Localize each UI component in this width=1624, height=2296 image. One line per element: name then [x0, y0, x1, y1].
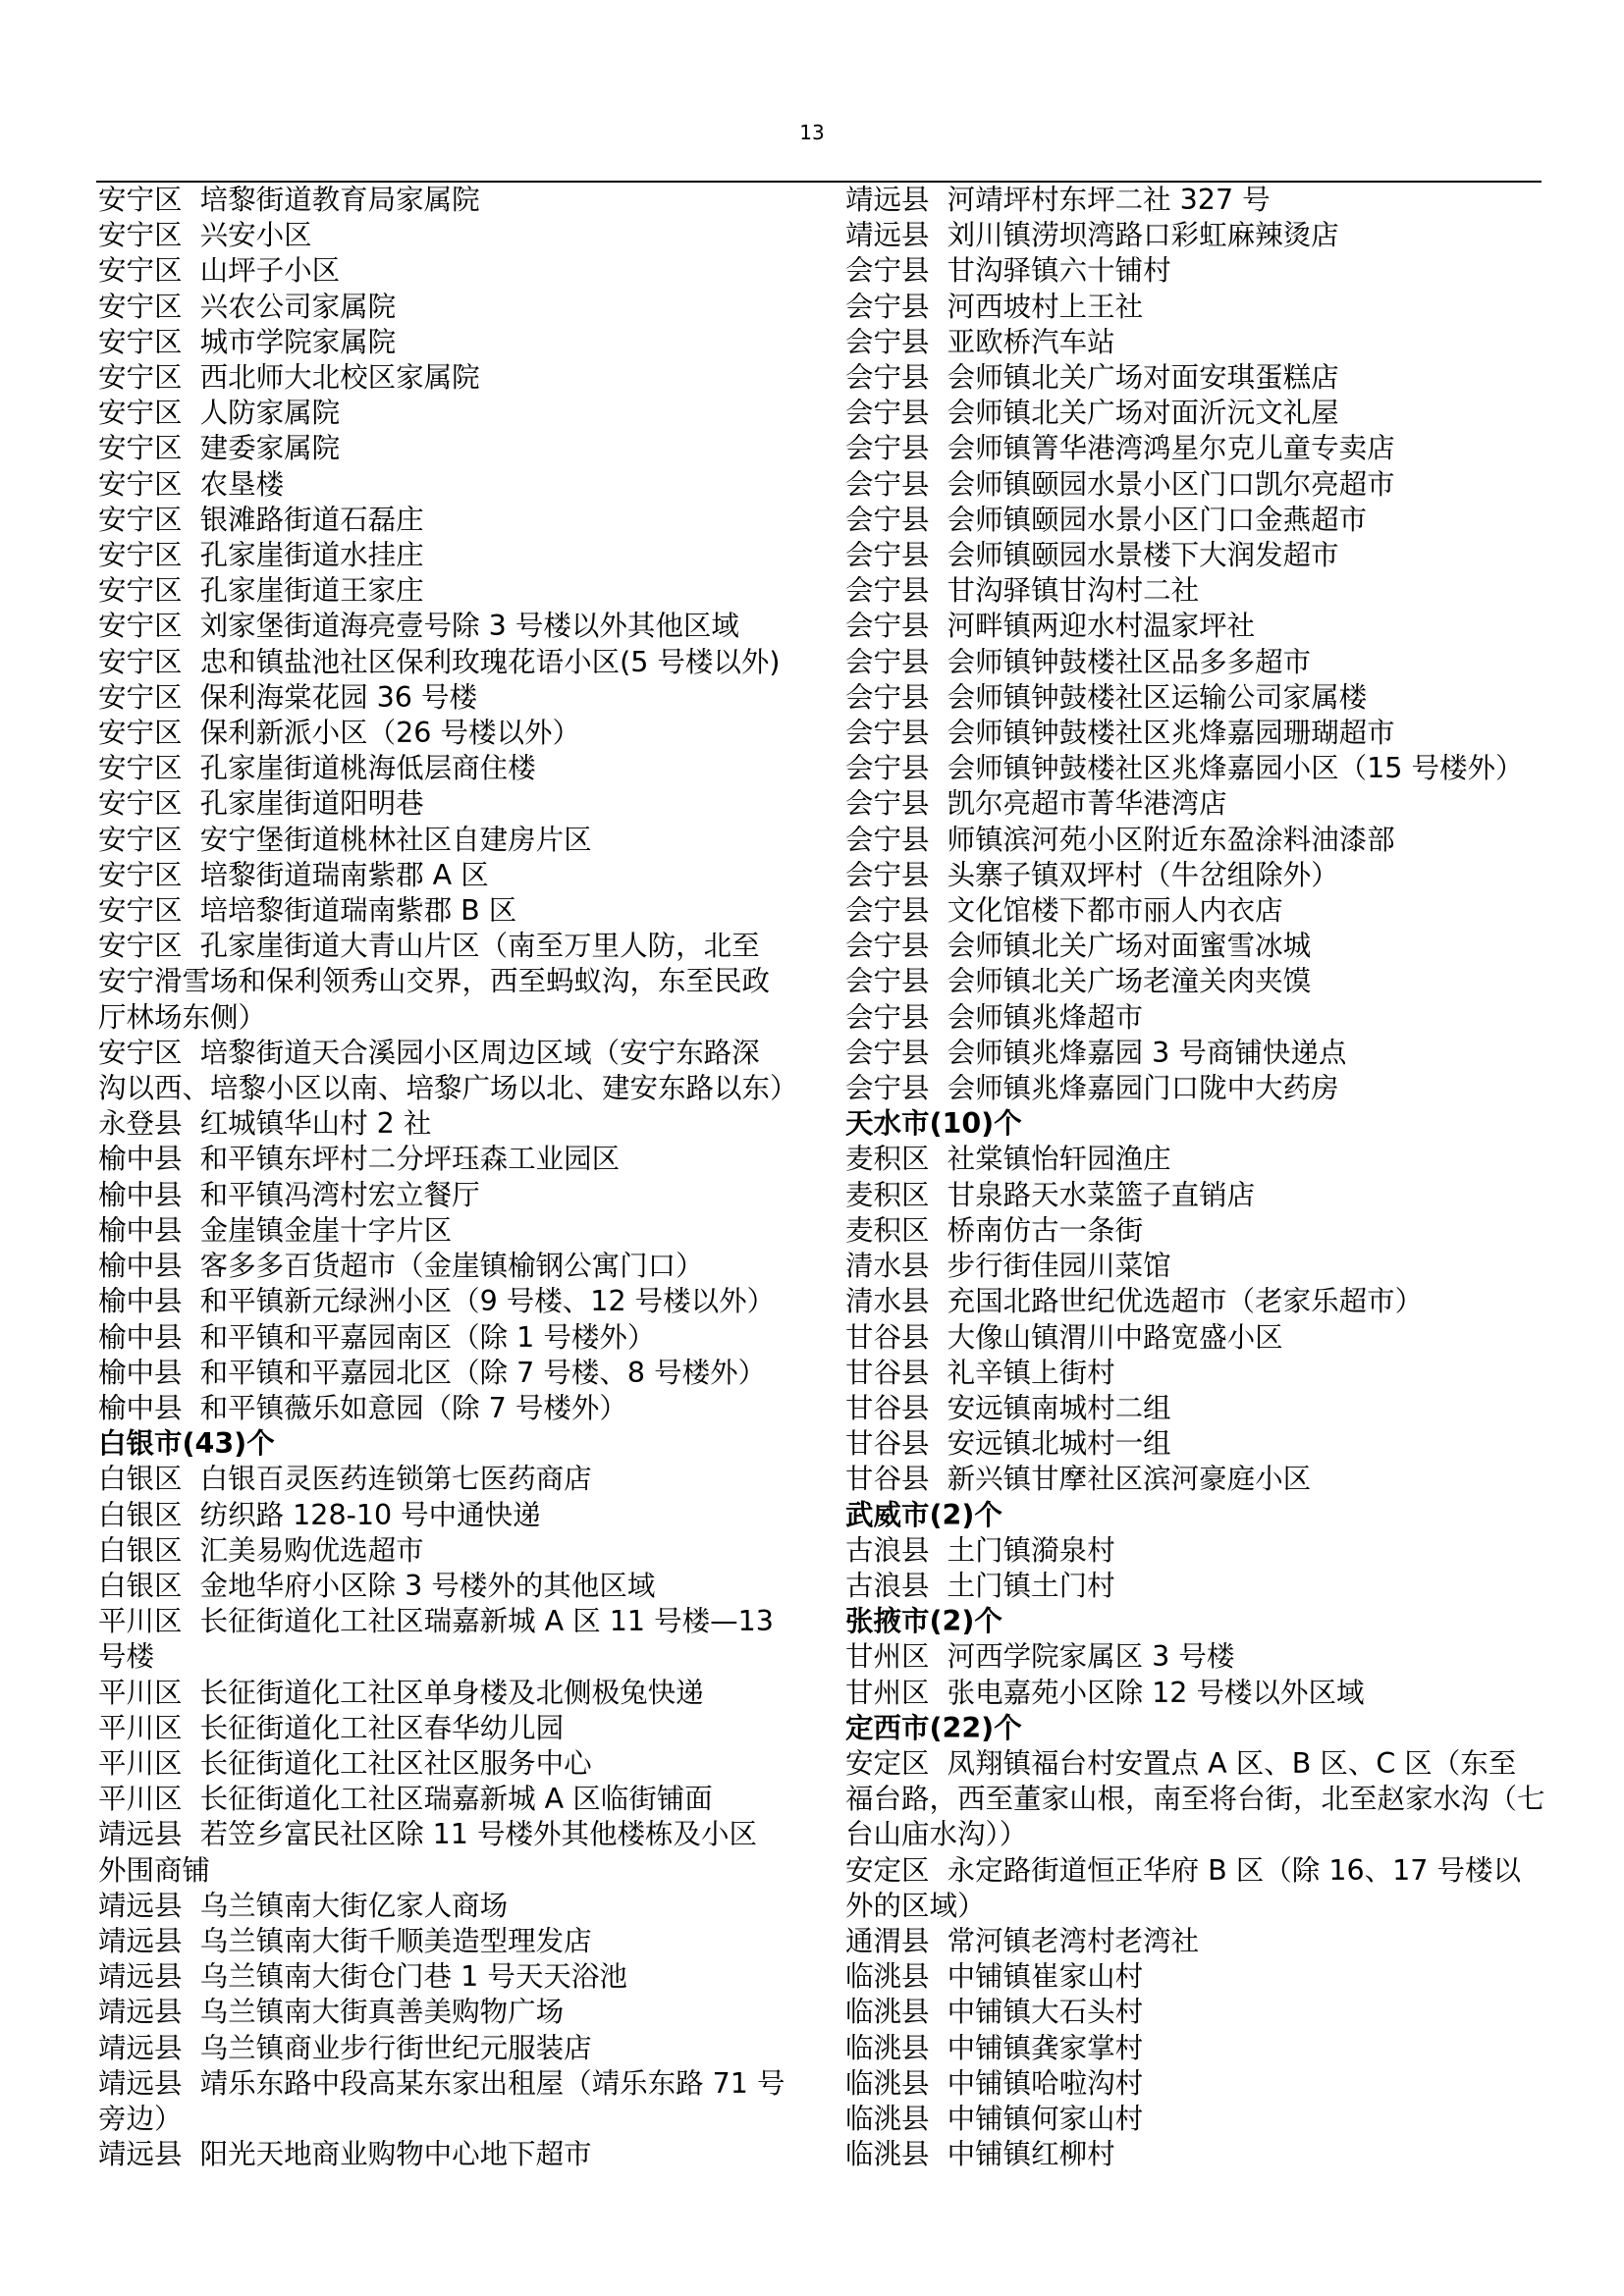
list-item: 旁边） [98, 2102, 183, 2135]
list-item: 安宁区 银滩路街道石磊庄 [98, 503, 424, 536]
list-item: 临洮县 中铺镇龚家掌村 [845, 2031, 1144, 2064]
list-item: 会宁县 会师镇北关广场老潼关肉夹馍 [845, 965, 1312, 998]
list-item: 甘谷县 礼辛镇上街村 [845, 1356, 1115, 1389]
section-heading: 定西市(22)个 [845, 1711, 1022, 1744]
list-item: 会宁县 会师镇兆烽嘉园门口陇中大药房 [845, 1072, 1339, 1105]
list-item: 白银区 白银百灵医药连锁第七医药商店 [98, 1463, 592, 1496]
list-item: 榆中县 和平镇和平嘉园南区（除 1 号楼外） [98, 1320, 656, 1354]
list-item: 会宁县 会师镇北关广场对面蜜雪冰城 [845, 930, 1312, 963]
list-item: 会宁县 会师镇箐华港湾鸿星尔克儿童专卖店 [845, 432, 1395, 465]
list-item: 靖远县 靖乐东路中段高某东家出租屋（靖乐东路 71 号 [98, 2066, 785, 2100]
list-item: 会宁县 师镇滨河苑小区附近东盈涂料油漆部 [845, 823, 1395, 856]
list-item: 安宁区 孔家崖街道水挂庄 [98, 539, 424, 572]
list-item: 会宁县 会师镇颐园水景小区门口金燕超市 [845, 503, 1368, 536]
list-item: 安宁区 西北师大北校区家属院 [98, 361, 480, 395]
list-item: 榆中县 金崖镇金崖十字片区 [98, 1213, 453, 1247]
list-item: 通渭县 常河镇老湾村老湾社 [845, 1924, 1200, 1957]
list-item: 平川区 长征街道化工社区瑞嘉新城 A 区临街铺面 [98, 1783, 713, 1816]
list-item: 白银区 金地华府小区除 3 号楼外的其他区域 [98, 1569, 656, 1602]
list-item: 榆中县 和平镇和平嘉园北区（除 7 号楼、8 号楼外） [98, 1356, 767, 1389]
list-item: 安宁区 人防家属院 [98, 397, 341, 430]
list-item: 会宁县 甘沟驿镇六十铺村 [845, 254, 1171, 288]
section-heading: 武威市(2)个 [845, 1498, 1002, 1531]
list-item: 麦积区 社棠镇怡轩园渔庄 [845, 1143, 1171, 1176]
list-item: 榆中县 和平镇新元绿洲小区（9 号楼、12 号楼以外） [98, 1285, 776, 1318]
list-item: 临洮县 中铺镇哈啦沟村 [845, 2066, 1144, 2100]
list-item: 靖远县 阳光天地商业购物中心地下超市 [98, 2138, 592, 2171]
list-item: 会宁县 会师镇钟鼓楼社区兆烽嘉园珊瑚超市 [845, 717, 1395, 750]
list-item: 平川区 长征街道化工社区单身楼及北侧极兔快递 [98, 1676, 704, 1709]
list-item: 临洮县 中铺镇何家山村 [845, 2102, 1144, 2135]
list-item: 安宁区 建委家属院 [98, 432, 341, 465]
list-item: 榆中县 和平镇薇乐如意园（除 7 号楼外） [98, 1391, 627, 1424]
list-item: 会宁县 会师镇北关广场对面沂沅文礼屋 [845, 397, 1339, 430]
list-item: 安宁区 忠和镇盐池社区保利玫瑰花语小区(5 号楼以外) [98, 645, 781, 678]
list-item: 安定区 永定路街道恒正华府 B 区（除 16、17 号楼以 [845, 1853, 1521, 1887]
list-item: 安宁区 孔家崖街道王家庄 [98, 574, 424, 608]
list-item: 安宁区 培黎街道教育局家属院 [98, 184, 480, 216]
list-item: 靖远县 乌兰镇商业步行街世纪元服装店 [98, 2031, 592, 2064]
list-item: 安宁区 培培黎街道瑞南紫郡 B 区 [98, 894, 517, 928]
list-item: 会宁县 凯尔亮超市菁华港湾店 [845, 787, 1227, 821]
list-item: 安宁区 城市学院家属院 [98, 325, 397, 358]
list-item: 安宁区 农垦楼 [98, 467, 285, 501]
list-item: 会宁县 头寨子镇双坪村（牛岔组除外） [845, 858, 1339, 891]
list-item: 会宁县 文化馆楼下都市丽人内衣店 [845, 894, 1283, 928]
section-heading: 白银市(43)个 [98, 1427, 275, 1461]
list-item: 清水县 步行街佳园川菜馆 [845, 1250, 1171, 1283]
list-item: 安宁区 培黎街道天合溪园小区周边区域（安宁东路深 [98, 1036, 760, 1069]
list-item: 靖远县 河靖坪村东坪二社 327 号 [845, 184, 1271, 216]
list-item: 会宁县 甘沟驿镇甘沟村二社 [845, 574, 1200, 608]
left-column [98, 183, 805, 2172]
list-item: 台山庙水沟）） [845, 1818, 1028, 1851]
list-item: 安宁区 兴农公司家属院 [98, 290, 397, 323]
list-item: 安宁区 孔家崖街道桃海低层商住楼 [98, 752, 536, 785]
list-item: 安宁区 刘家堡街道海亮壹号除 3 号楼以外其他区域 [98, 610, 739, 643]
list-item: 靖远县 乌兰镇南大街亿家人商场 [98, 1889, 509, 1922]
list-item: 麦积区 甘泉路天水菜篮子直销店 [845, 1178, 1256, 1211]
list-item: 平川区 长征街道化工社区社区服务中心 [98, 1746, 592, 1780]
list-item: 甘州区 张电嘉苑小区除 12 号楼以外区域 [845, 1676, 1365, 1709]
section-heading: 天水市(10)个 [845, 1107, 1022, 1141]
list-item: 榆中县 和平镇东坪村二分坪珏森工业园区 [98, 1143, 621, 1176]
list-item: 会宁县 河畔镇两迎水村温家坪社 [845, 610, 1256, 643]
list-item: 安宁区 保利新派小区（26 号楼以外） [98, 717, 580, 750]
list-item: 甘谷县 大像山镇渭川中路宽盛小区 [845, 1320, 1283, 1354]
list-item: 会宁县 会师镇颐园水景楼下大润发超市 [845, 539, 1339, 572]
list-item: 福台路，西至董家山根，南至将台街，北至赵家水沟（七 [845, 1783, 1545, 1816]
list-item: 平川区 长征街道化工社区春华幼儿园 [98, 1711, 565, 1744]
list-item: 榆中县 和平镇冯湾村宏立餐厅 [98, 1178, 480, 1211]
list-item: 甘谷县 新兴镇甘摩社区滨河豪庭小区 [845, 1463, 1312, 1496]
list-item: 临洮县 中铺镇大石头村 [845, 1996, 1144, 2029]
list-item: 安定区 凤翔镇福台村安置点 A 区、B 区、C 区（东至 [845, 1746, 1517, 1780]
list-item: 靖远县 若笠乡富民社区除 11 号楼外其他楼栋及小区 [98, 1818, 758, 1851]
list-item: 古浪县 土门镇漪泉村 [845, 1533, 1115, 1567]
list-item: 甘谷县 安远镇北城村一组 [845, 1427, 1171, 1461]
list-item: 安宁区 安宁堡街道桃林社区自建房片区 [98, 823, 592, 856]
list-item: 榆中县 客多多百货超市（金崖镇榆钢公寓门口） [98, 1250, 704, 1283]
list-item: 安宁区 山坪子小区 [98, 254, 341, 288]
list-item: 永登县 红城镇华山村 2 社 [98, 1107, 432, 1141]
list-item: 安宁区 保利海棠花园 36 号楼 [98, 680, 478, 714]
list-item: 白银区 汇美易购优选超市 [98, 1533, 424, 1567]
list-item: 临洮县 中铺镇崔家山村 [845, 1960, 1144, 1994]
list-item: 号楼 [98, 1640, 155, 1674]
list-item: 会宁县 会师镇北关广场对面安琪蛋糕店 [845, 361, 1339, 395]
list-item: 靖远县 刘川镇涝坝湾路口彩虹麻辣烫店 [845, 219, 1339, 252]
list-item: 靖远县 乌兰镇南大街真善美购物广场 [98, 1996, 565, 2029]
list-item: 清水县 充国北路世纪优选超市（老家乐超市） [845, 1285, 1424, 1318]
list-item: 临洮县 中铺镇红柳村 [845, 2138, 1115, 2171]
list-item: 安宁区 兴安小区 [98, 219, 312, 252]
list-item: 会宁县 亚欧桥汽车站 [845, 325, 1115, 358]
list-item: 安宁区 孔家崖街道大青山片区（南至万里人防，北至 [98, 930, 760, 963]
list-item: 外围商铺 [98, 1853, 211, 1887]
list-item: 甘谷县 安远镇南城村二组 [845, 1391, 1171, 1424]
list-item: 会宁县 会师镇钟鼓楼社区兆烽嘉园小区（15 号楼外） [845, 752, 1524, 785]
list-item: 甘州区 河西学院家属区 3 号楼 [845, 1640, 1235, 1674]
list-item: 厅林场东侧） [98, 1000, 267, 1034]
list-item: 会宁县 会师镇钟鼓楼社区品多多超市 [845, 645, 1312, 678]
list-item: 会宁县 河西坡村上王社 [845, 290, 1144, 323]
list-item: 会宁县 会师镇颐园水景小区门口凯尔亮超市 [845, 467, 1395, 501]
list-item: 安宁滑雪场和保利领秀山交界，西至蚂蚁沟，东至民政 [98, 965, 771, 998]
list-item: 白银区 纺织路 128-10 号中通快递 [98, 1498, 541, 1531]
list-item: 平川区 长征街道化工社区瑞嘉新城 A 区 11 号楼—13 [98, 1605, 774, 1638]
list-item: 会宁县 会师镇兆烽嘉园 3 号商铺快递点 [845, 1036, 1347, 1069]
section-heading: 张掖市(2)个 [845, 1605, 1002, 1638]
list-item: 麦积区 桥南仿古一条街 [845, 1213, 1144, 1247]
list-item: 会宁县 会师镇钟鼓楼社区运输公司家属楼 [845, 680, 1368, 714]
right-column [845, 183, 1552, 2172]
page-number: 13 [799, 121, 825, 144]
list-item: 靖远县 乌兰镇南大街仓门巷 1 号天天浴池 [98, 1960, 627, 1994]
list-item: 古浪县 土门镇土门村 [845, 1569, 1115, 1602]
list-item: 靖远县 乌兰镇南大街千顺美造型理发店 [98, 1924, 592, 1957]
list-item: 安宁区 培黎街道瑞南紫郡 A 区 [98, 858, 489, 891]
list-item: 沟以西、培黎小区以南、培黎广场以北、建安东路以东） [98, 1072, 798, 1105]
list-item: 会宁县 会师镇兆烽超市 [845, 1000, 1144, 1034]
list-item: 安宁区 孔家崖街道阳明巷 [98, 787, 424, 821]
list-item: 外的区域） [845, 1889, 986, 1922]
